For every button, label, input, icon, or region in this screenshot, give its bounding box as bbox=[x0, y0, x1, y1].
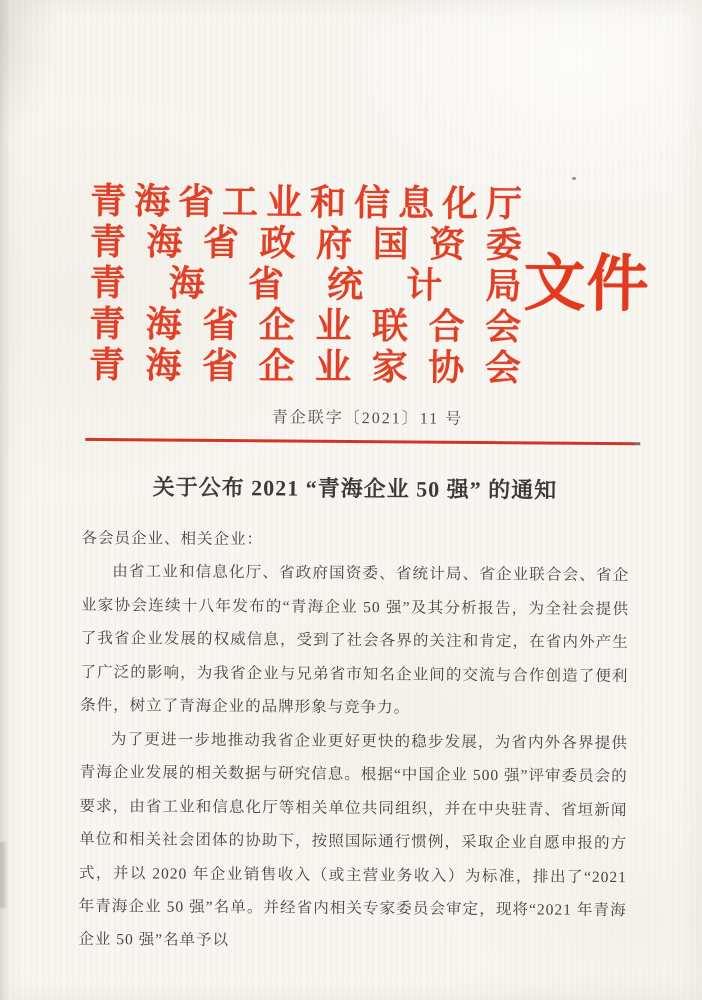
org-name-line-3: 青 海 省 统 计 局 bbox=[89, 262, 522, 307]
red-divider-line bbox=[85, 438, 635, 445]
doc-type-label: 文件 bbox=[523, 250, 650, 320]
org-name-line-5: 青 海 省 企 业 家 协 会 bbox=[88, 344, 521, 389]
salutation: 各会员企业、相关企业： bbox=[81, 529, 264, 549]
issuing-org-list bbox=[88, 178, 523, 389]
scan-speck bbox=[572, 177, 576, 180]
org-name-line-1: 青 海 省 工 业 和 信 息 化 厅 bbox=[90, 180, 523, 225]
org-name-line-2: 青 海 省 政 府 国 资 委 bbox=[89, 221, 522, 266]
document-body bbox=[78, 522, 629, 961]
doc-number: 青企联字〔2021〕11 号 bbox=[271, 409, 464, 428]
org-name-line-4: 青 海 省 企 业 联 合 会 bbox=[89, 303, 522, 348]
body-paragraph-1: 由省工业和信息化厅、省政府国资委、省统计局、省企业联合会、省企业家协会连续十八年发布的“青海企业 50 强”及其分析报告，为全社会提供了我省企业发展的权威信息，受到了社会各界的关注和肯定，在省内外产生了广泛的影响，为我省企业与兄弟省市知名企业间的交流与合作创造了便利条件，树立了青海企业的品牌形象与竞争力。 bbox=[80, 563, 630, 717]
letterhead bbox=[89, 178, 661, 387]
body-paragraph-2: 为了更进一步地推动我省企业更好更快的稳步发展，为省内外各界提供青海企业发展的相关数据与研究信息。根据“中国企业 500 强”评审委员会的要求，由省工业和信息化厅等相关单位共同组织，并在中央驻青、省垣新闻单位和相关社会团体的协助下，按照国际通行惯例，采取企业自愿申报的方式，并以 2020 年企业销售收入（或主营业务收入）为标准，排出了“2021 年青海企业 50 强”名单。并经省内相关专家委员会审定，现将“2021 年青海企业 50 强”名单予以 bbox=[78, 730, 629, 950]
scan-edge-smudge bbox=[0, 842, 8, 908]
document-title: 关于公布 2021 “青海企业 50 强” 的通知 bbox=[152, 474, 558, 503]
